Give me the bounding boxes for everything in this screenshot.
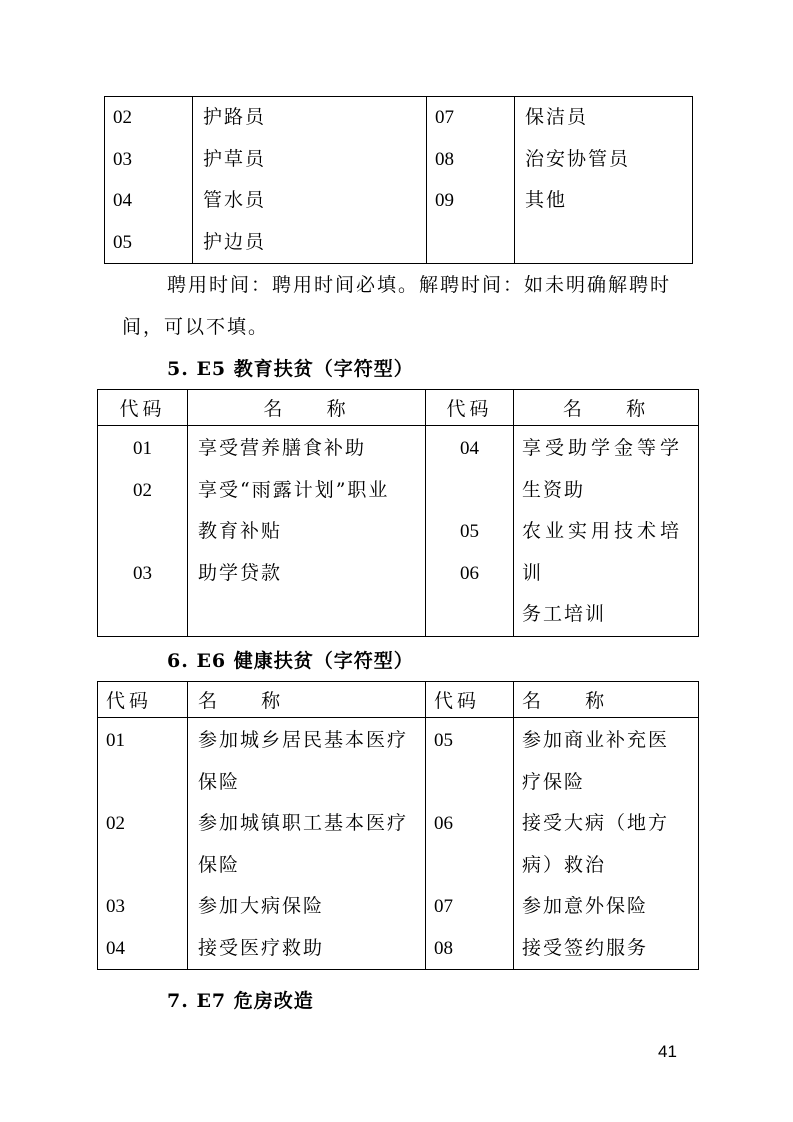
code-cell — [434, 845, 513, 887]
header-code: 代码 — [426, 390, 514, 426]
header-code: 代码 — [98, 390, 188, 426]
name-cell: 疗保险 — [522, 770, 586, 793]
header-name: 名 称 — [188, 390, 426, 426]
code-cell: 07 — [434, 896, 453, 917]
code-column-b — [426, 426, 514, 637]
name-cell: 接受医疗救助 — [198, 936, 325, 959]
name-cell: 病）救治 — [522, 853, 607, 876]
header-name: 名 称 — [514, 682, 699, 718]
code-cell — [106, 845, 187, 887]
name-column-b — [515, 97, 693, 264]
name-cell: 参加城乡居民基本医疗 — [198, 729, 409, 751]
name-cell: 管水员 — [203, 189, 267, 211]
name-cell: 保险 — [198, 770, 241, 793]
name-cell: 保险 — [198, 853, 241, 876]
header-name: 名 称 — [514, 390, 699, 426]
code-cell: 04 — [460, 438, 479, 459]
page-number: 41 — [658, 1042, 677, 1061]
name-cell: 护路员 — [203, 106, 267, 128]
code-cell: 05 — [434, 730, 453, 751]
code-cell: 09 — [435, 190, 454, 211]
code-cell: 07 — [435, 107, 454, 128]
code-cell: 03 — [106, 896, 125, 917]
name-cell: 参加商业补充医 — [522, 729, 670, 751]
code-cell: 08 — [435, 148, 454, 170]
code-cell: 05 — [113, 231, 132, 253]
name-cell: 享受助学金等学 — [522, 437, 684, 459]
code-column-a — [105, 97, 193, 264]
code-cell: 04 — [106, 937, 125, 959]
section-6-heading: 6. E6 健康扶贫（字符型） — [167, 650, 414, 672]
code-cell: 02 — [113, 107, 132, 128]
code-column-a — [98, 718, 188, 970]
name-cell: 保洁员 — [525, 106, 589, 128]
name-cell: 治安协管员 — [525, 147, 631, 170]
code-cell: 04 — [113, 190, 132, 211]
code-cell — [98, 594, 187, 636]
hire-note-line-1: 聘用时间：聘用时间必填。解聘时间：如未明确解聘时 — [167, 274, 672, 296]
code-column-b — [426, 718, 514, 970]
code-cell: 01 — [106, 730, 125, 751]
name-cell: 参加大病保险 — [198, 895, 325, 917]
name-cell: 接受签约服务 — [522, 936, 649, 959]
code-cell: 01 — [133, 438, 152, 459]
name-cell: 训 — [522, 561, 544, 584]
header-code: 代码 — [98, 682, 188, 718]
code-cell — [426, 470, 513, 512]
code-cell: 06 — [434, 813, 453, 834]
section-7-heading: 7. E7 危房改造 — [167, 990, 314, 1012]
code-cell: 03 — [113, 148, 132, 170]
code-cell — [434, 762, 513, 804]
name-column-a — [188, 718, 426, 970]
code-cell: 02 — [106, 813, 125, 834]
code-cell — [426, 594, 513, 636]
code-column-a — [98, 426, 188, 637]
name-cell — [525, 222, 692, 264]
section-5-heading: 5. E5 教育扶贫（字符型） — [167, 358, 414, 380]
name-cell: 农业实用技术培 — [522, 520, 684, 542]
health-code-table — [97, 681, 699, 970]
name-cell: 其他 — [525, 189, 568, 211]
name-cell: 参加意外保险 — [522, 895, 649, 917]
code-cell: 03 — [133, 562, 152, 584]
name-cell: 助学贷款 — [198, 561, 283, 584]
code-cell — [98, 511, 187, 553]
code-column-b — [427, 97, 515, 264]
code-cell: 02 — [133, 479, 152, 501]
code-cell: 05 — [460, 521, 479, 542]
name-cell: 接受大病（地方 — [522, 812, 670, 834]
name-column-a — [193, 97, 427, 264]
name-cell: 享受“雨露计划”职业 — [198, 478, 390, 501]
name-cell: 教育补贴 — [198, 520, 283, 542]
header-code: 代码 — [426, 682, 514, 718]
name-cell: 生资助 — [522, 478, 586, 501]
name-column-b — [514, 426, 699, 637]
code-cell: 06 — [460, 562, 479, 584]
hire-note-line-2: 间，可以不填。 — [122, 316, 270, 338]
name-column-a — [188, 426, 426, 637]
name-cell — [198, 594, 425, 636]
education-code-table — [97, 389, 699, 637]
name-cell: 护草员 — [203, 147, 267, 170]
name-cell: 参加城镇职工基本医疗 — [198, 812, 409, 834]
code-cell — [106, 762, 187, 804]
occupation-code-table — [104, 96, 693, 264]
code-cell: 08 — [434, 937, 453, 959]
name-cell: 享受营养膳食补助 — [198, 437, 367, 459]
name-column-b — [514, 718, 699, 970]
name-cell: 务工培训 — [522, 603, 607, 625]
header-name: 名 称 — [188, 682, 426, 718]
name-cell: 护边员 — [203, 230, 267, 253]
code-cell — [435, 222, 514, 264]
